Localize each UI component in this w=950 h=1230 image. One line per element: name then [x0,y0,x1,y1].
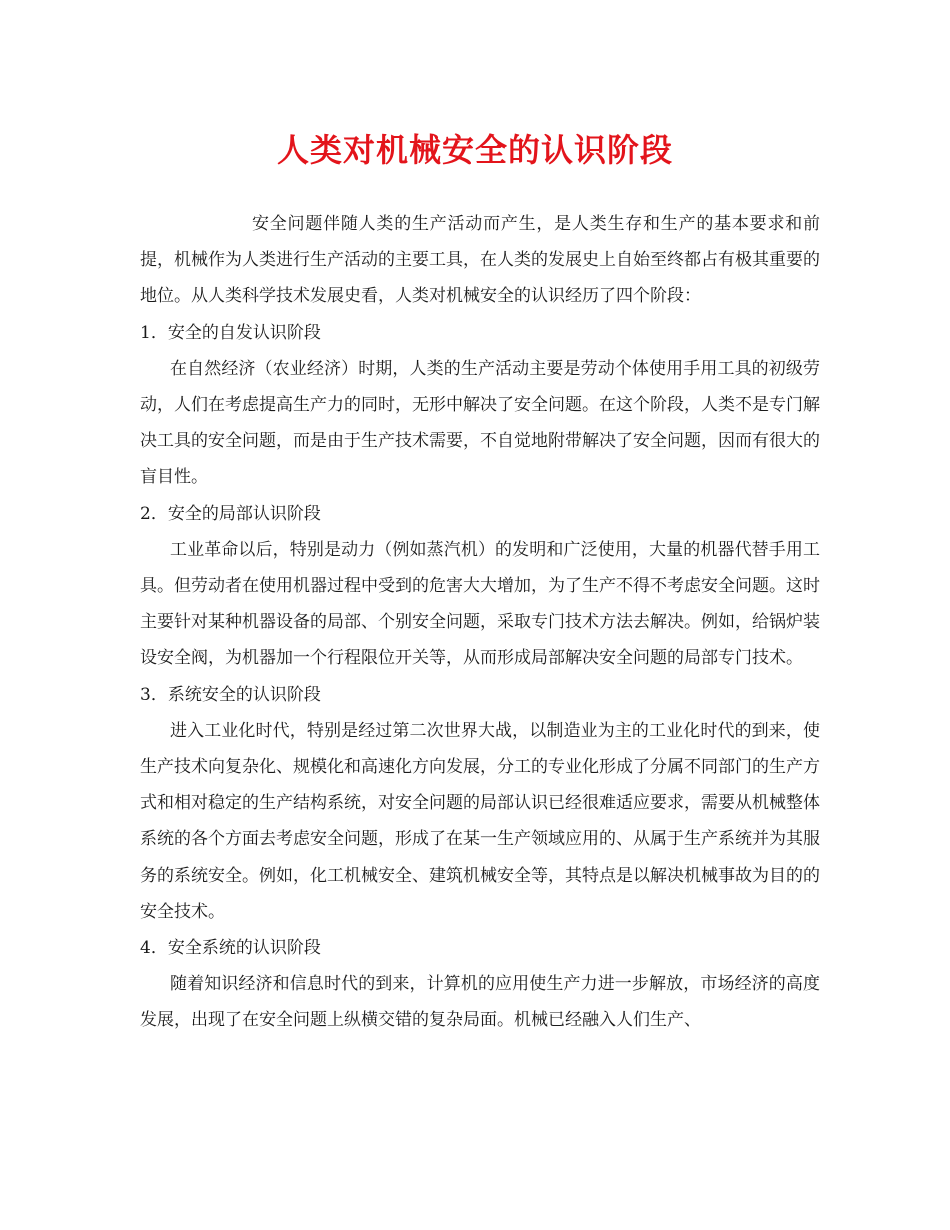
intro-paragraph: 安全问题伴随人类的生产活动而产生，是人类生存和生产的基本要求和前提，机械作为人类进行生产活动的主要工具，在人类的发展史上自始至终都占有极其重要的地位。从人类科学技术发展史看，人类对机械安全的认识经历了四个阶段： [140,214,820,307]
section-paragraph-1: 在自然经济（农业经济）时期，人类的生产活动主要是劳动个体使用手用工具的初级劳动，人们在考虑提高生产力的同时，无形中解决了安全问题。在这个阶段，人类不是专门解决工具的安全问题，而是由于生产技术需要，不自觉地附带解决了安全问题，因而有很大的盲目性。 [140,358,820,488]
document-body [140,206,820,1038]
section-heading-4: 4．安全系统的认识阶段 [140,938,321,959]
section-paragraph-2: 工业革命以后，特别是动力（例如蒸汽机）的发明和广泛使用，大量的机器代替手用工具。但劳动者在使用机器过程中受到的危害大大增加，为了生产不得不考虑安全问题。这时主要针对某种机器设备的局部、个别安全问题，采取专门技术方法去解决。例如，给锅炉装设安全阀，为机器加一个行程限位开关等，从而形成局部解决安全问题的局部专门技术。 [140,539,820,669]
section-paragraph-3: 进入工业化时代，特别是经过第二次世界大战，以制造业为主的工业化时代的到来，使生产技术向复杂化、规模化和高速化方向发展，分工的专业化形成了分属不同部门的生产方式和相对稳定的生产结构系统，对安全问题的局部认识已经很难适应要求，需要从机械整体系统的各个方面去考虑安全问题，形成了在某一生产领域应用的、从属于生产系统并为其服务的系统安全。例如，化工机械安全、建筑机械安全等，其特点是以解决机械事故为目的的 安全技术。 [140,720,820,922]
section-heading-3: 3．系统安全的认识阶段 [140,684,321,705]
document-title: 人类对机械安全的认识阶段 [276,131,673,169]
section-heading-2: 2．安全的局部认识阶段 [140,503,321,524]
section-heading-1: 1．安全的自发认识阶段 [140,322,321,343]
section-paragraph-4: 随着知识经济和信息时代的到来，计算机的应用使生产力进一步解放，市场经济的高度发展，出现了在安全问题上纵横交错的复杂局面。机械已经融入人们生产、 [140,974,820,1031]
